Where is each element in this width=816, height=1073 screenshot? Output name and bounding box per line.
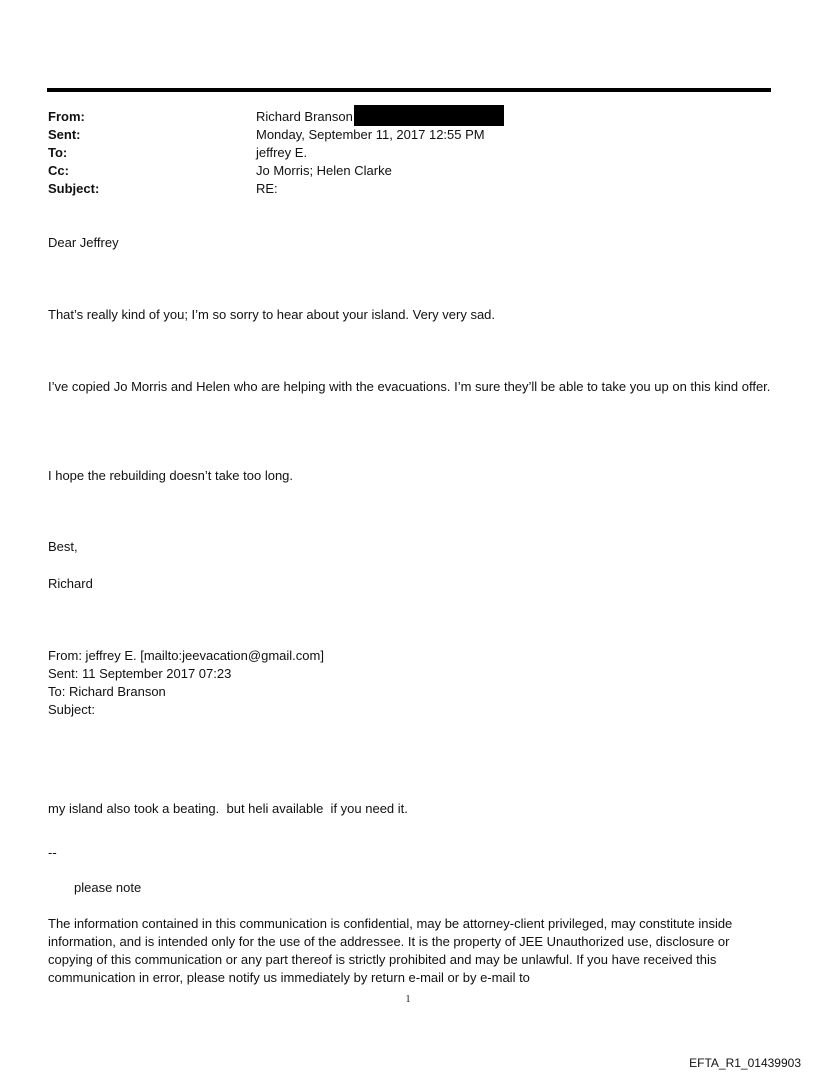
- cc-label: Cc:: [48, 163, 69, 178]
- subject-label: Subject:: [48, 181, 100, 196]
- signature-separator: --: [48, 845, 57, 860]
- forwarded-sent: Sent: 11 September 2017 07:23: [48, 666, 232, 681]
- confidentiality-disclaimer: The information contained in this communication is confidential, may be attorney-client privileged, may constitute inside information, and is intended only for the use of the addressee. It is the property of JEE Unauthorized use, disclosure or copying of this communication or any part thereof is strictly prohibited and may be unlawful. If you have received this communication in error, please notify us immediately by return e-mail or by e-mail to: [48, 916, 733, 985]
- greeting: Dear Jeffrey: [48, 235, 119, 250]
- to-label: To:: [48, 145, 68, 160]
- from-label: From:: [48, 109, 85, 124]
- header-divider: [47, 88, 771, 92]
- closing: Best,: [48, 539, 78, 554]
- page-number: 1: [405, 994, 411, 1005]
- redaction-block: [354, 105, 504, 126]
- please-note: please note: [74, 880, 142, 895]
- forwarded-subject: Subject:: [48, 702, 95, 717]
- from-value-wrap: [256, 108, 504, 126]
- body-paragraph-2: I’ve copied Jo Morris and Helen who are helping with the evacuations. I’m sure they’ll be able to take you up on this kind offer.: [48, 379, 771, 394]
- document-id: EFTA_R1_01439903: [689, 1056, 801, 1070]
- to-value: jeffrey E.: [256, 145, 308, 160]
- subject-value: RE:: [256, 181, 278, 196]
- signature: Richard: [48, 576, 93, 591]
- sent-label: Sent:: [48, 127, 81, 142]
- forwarded-message: my island also took a beating. but heli available if you need it.: [48, 801, 408, 816]
- forwarded-header: [48, 647, 324, 719]
- from-value: Richard Branson: [256, 109, 353, 124]
- forwarded-from: From: jeffrey E. [mailto:jeevacation@gmail.com]: [48, 648, 324, 663]
- sent-value: Monday, September 11, 2017 12:55 PM: [256, 127, 485, 142]
- body-paragraph-3: I hope the rebuilding doesn’t take too long.: [48, 468, 294, 483]
- body-paragraph-1: That’s really kind of you; I’m so sorry to hear about your island. Very very sad.: [48, 307, 496, 322]
- forwarded-to: To: Richard Branson: [48, 684, 166, 699]
- cc-value: Jo Morris; Helen Clarke: [256, 163, 392, 178]
